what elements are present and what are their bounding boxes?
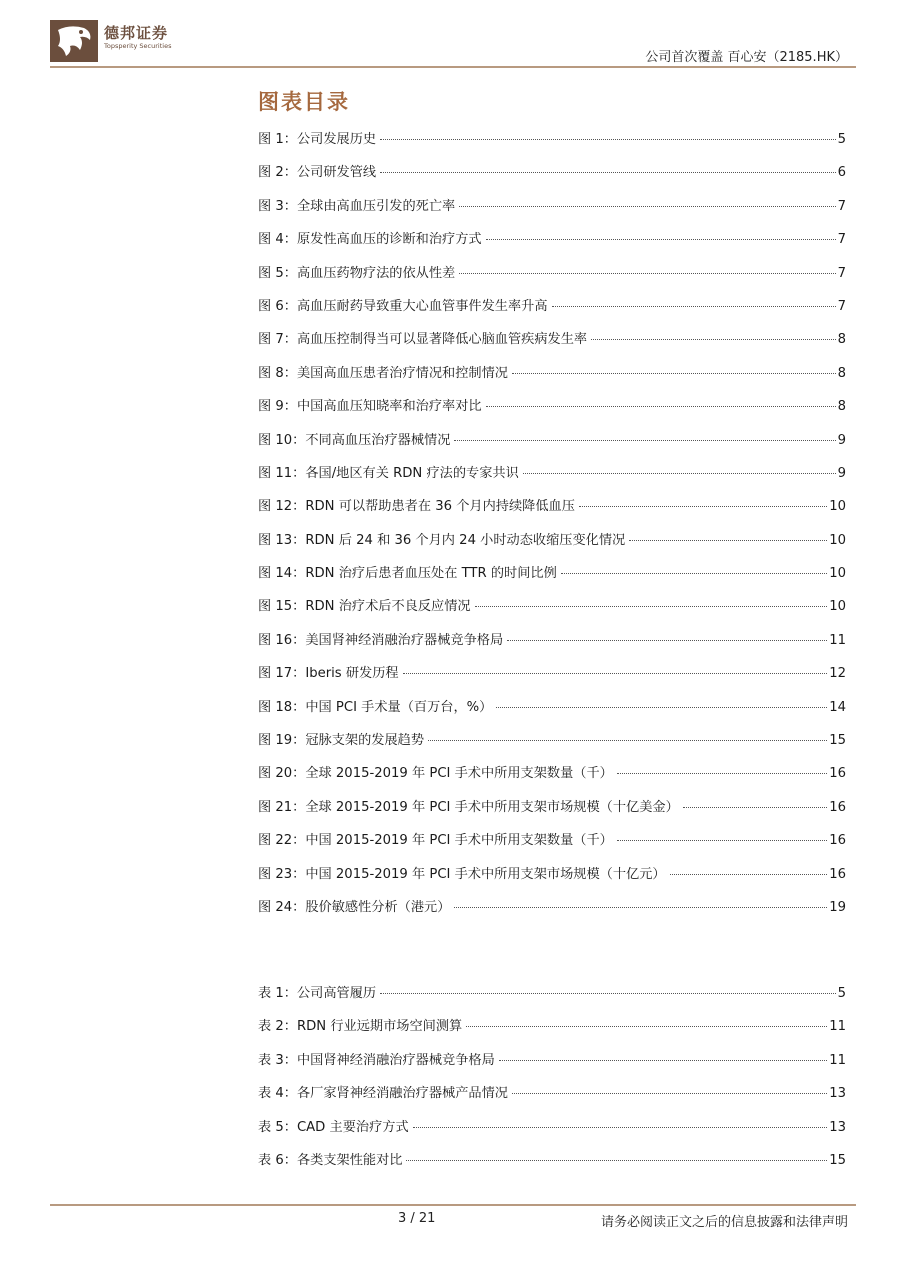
header-divider xyxy=(50,66,856,68)
toc-dot-leader xyxy=(629,539,827,541)
toc-dot-leader xyxy=(552,305,836,307)
toc-entry[interactable] xyxy=(258,562,846,595)
toc-entry-label: 图 2：公司研发管线 xyxy=(258,165,377,181)
toc-entry-label: 图 3：全球由高血压引发的死亡率 xyxy=(258,198,456,214)
toc-entry-page: 11 xyxy=(829,1019,846,1035)
footer-divider xyxy=(50,1204,856,1206)
toc-entry[interactable] xyxy=(258,328,846,361)
toc-dot-leader xyxy=(579,505,827,507)
toc-entry[interactable] xyxy=(258,896,846,929)
toc-entry-page: 9 xyxy=(837,465,846,481)
toc-dot-leader xyxy=(454,439,835,441)
page-number: 3 / 21 xyxy=(398,1211,436,1226)
toc-entry-label: 表 4：各厂家肾神经消融治疗器械产品情况 xyxy=(258,1086,508,1102)
toc-dot-leader xyxy=(591,338,836,340)
toc-entry-label: 图 8：美国高血压患者治疗情况和控制情况 xyxy=(258,365,508,381)
toc-entry-label: 图 16：美国肾神经消融治疗器械竞争格局 xyxy=(258,632,504,648)
toc-entry-label: 图 23：中国 2015-2019 年 PCI 手术中所用支架市场规模（十亿元） xyxy=(258,866,666,882)
toc-dot-leader xyxy=(499,1059,827,1061)
toc-entry-label: 图 18：中国 PCI 手术量（百万台，%） xyxy=(258,699,493,715)
toc-title: 图表目录 xyxy=(258,90,350,114)
brand-name-cn: 德邦证券 xyxy=(104,24,169,42)
toc-dot-leader xyxy=(512,1092,827,1094)
toc-entry-page: 15 xyxy=(829,1152,846,1168)
toc-entry[interactable] xyxy=(258,1149,846,1182)
toc-dot-leader xyxy=(512,372,836,374)
toc-entry-label: 图 6：高血压耐药导致重大心血管事件发生率升高 xyxy=(258,298,548,314)
toc-entry[interactable] xyxy=(258,228,846,261)
toc-entry-page: 13 xyxy=(829,1119,846,1135)
toc-entry[interactable] xyxy=(258,395,846,428)
toc-dot-leader xyxy=(403,672,828,674)
toc-entry[interactable] xyxy=(258,128,846,161)
toc-entry-page: 7 xyxy=(837,198,846,214)
toc-entry-label: 图 11：各国/地区有关 RDN 疗法的专家共识 xyxy=(258,465,519,481)
toc-entry-label: 图 7：高血压控制得当可以显著降低心脑血管疾病发生率 xyxy=(258,332,588,348)
toc-entry[interactable] xyxy=(258,161,846,194)
toc-entry-page: 10 xyxy=(829,532,846,548)
toc-entry[interactable] xyxy=(258,529,846,562)
toc-entry-page: 7 xyxy=(837,232,846,248)
toc-dot-leader xyxy=(507,639,827,641)
toc-entry-page: 16 xyxy=(829,766,846,782)
toc-entry-label: 图 4：原发性高血压的诊断和治疗方式 xyxy=(258,232,482,248)
toc-entry-label: 图 5：高血压药物疗法的依从性差 xyxy=(258,265,456,281)
toc-dot-leader xyxy=(380,992,836,994)
brand-name xyxy=(104,24,171,51)
toc-entry-label: 图 10：不同高血压治疗器械情况 xyxy=(258,432,451,448)
toc-entry-label: 图 14：RDN 治疗后患者血压处在 TTR 的时间比例 xyxy=(258,566,557,582)
toc-entry-page: 7 xyxy=(837,265,846,281)
toc-entry-label: 表 1：公司高管履历 xyxy=(258,986,377,1001)
toc-entry[interactable] xyxy=(258,1082,846,1115)
brand-name-en: Topsperity Securities xyxy=(104,42,172,50)
toc-dot-leader xyxy=(466,1025,827,1027)
legal-disclaimer: 请务必阅读正文之后的信息披露和法律声明 xyxy=(600,1215,848,1230)
toc-entry-page: 16 xyxy=(829,833,846,849)
toc-entry[interactable] xyxy=(258,863,846,896)
toc-entry-page: 8 xyxy=(837,365,846,381)
toc-dot-leader xyxy=(454,906,827,908)
toc-dot-leader xyxy=(486,238,836,240)
toc-entry-label: 图 1：公司发展历史 xyxy=(258,132,377,147)
toc-dot-leader xyxy=(459,272,835,274)
toc-entry-page: 10 xyxy=(829,566,846,582)
toc-entry-page: 6 xyxy=(837,165,846,181)
toc-entry-label: 表 5：CAD 主要治疗方式 xyxy=(258,1119,409,1135)
toc-entry[interactable] xyxy=(258,362,846,395)
toc-entry-page: 13 xyxy=(829,1086,846,1102)
toc-entry-label: 表 3：中国肾神经消融治疗器械竞争格局 xyxy=(258,1052,495,1068)
table-toc-list xyxy=(258,982,846,1182)
toc-dot-leader xyxy=(617,772,827,774)
toc-dot-leader xyxy=(496,706,827,708)
toc-entry[interactable] xyxy=(258,662,846,695)
toc-entry-page: 16 xyxy=(829,799,846,815)
report-title: 公司首次覆盖 百心安（2185.HK） xyxy=(645,50,848,65)
toc-dot-leader xyxy=(406,1159,827,1161)
toc-dot-leader xyxy=(523,472,836,474)
toc-entry[interactable] xyxy=(258,1049,846,1082)
toc-entry[interactable] xyxy=(258,462,846,495)
toc-entry[interactable] xyxy=(258,1116,846,1149)
toc-entry-label: 图 17：Iberis 研发历程 xyxy=(258,666,399,682)
toc-entry-page: 15 xyxy=(829,733,846,749)
toc-dot-leader xyxy=(380,138,836,140)
toc-entry-label: 图 19：冠脉支架的发展趋势 xyxy=(258,733,425,749)
toc-entry[interactable] xyxy=(258,982,846,1015)
toc-entry[interactable] xyxy=(258,829,846,862)
toc-entry[interactable] xyxy=(258,762,846,795)
toc-dot-leader xyxy=(561,572,827,574)
toc-entry[interactable] xyxy=(258,295,846,328)
toc-entry[interactable] xyxy=(258,1015,846,1048)
toc-entry[interactable] xyxy=(258,629,846,662)
toc-entry-label: 图 13：RDN 后 24 和 36 个月内 24 小时动态收缩压变化情况 xyxy=(258,532,626,548)
toc-dot-leader xyxy=(475,605,828,607)
toc-entry-page: 9 xyxy=(837,432,846,448)
toc-dot-leader xyxy=(670,873,828,875)
toc-entry-label: 图 12：RDN 可以帮助患者在 36 个月内持续降低血压 xyxy=(258,499,575,515)
toc-dot-leader xyxy=(380,171,836,173)
toc-entry[interactable] xyxy=(258,429,846,462)
toc-entry-label: 表 6：各类支架性能对比 xyxy=(258,1152,403,1168)
toc-entry-label: 图 9：中国高血压知晓率和治疗率对比 xyxy=(258,399,482,415)
toc-entry-label: 图 24：股价敏感性分析（港元） xyxy=(258,899,451,915)
toc-entry-page: 10 xyxy=(829,499,846,515)
toc-entry[interactable] xyxy=(258,195,846,228)
toc-entry-page: 8 xyxy=(837,332,846,348)
toc-entry-page: 19 xyxy=(829,899,846,915)
toc-entry-page: 14 xyxy=(829,699,846,715)
toc-entry-page: 10 xyxy=(829,599,846,615)
toc-entry-page: 7 xyxy=(837,298,846,314)
toc-entry-page: 16 xyxy=(829,866,846,882)
toc-entry-page: 12 xyxy=(829,666,846,682)
figure-toc-list xyxy=(258,128,846,929)
toc-entry-label: 图 20：全球 2015-2019 年 PCI 手术中所用支架数量（千） xyxy=(258,766,613,782)
toc-dot-leader xyxy=(617,839,827,841)
toc-entry-label: 图 22：中国 2015-2019 年 PCI 手术中所用支架数量（千） xyxy=(258,833,613,849)
toc-dot-leader xyxy=(683,806,827,808)
toc-entry-page: 5 xyxy=(837,986,846,1001)
toc-dot-leader xyxy=(459,205,835,207)
toc-entry-page: 5 xyxy=(837,132,846,147)
toc-entry[interactable] xyxy=(258,696,846,729)
toc-entry-label: 表 2：RDN 行业远期市场空间测算 xyxy=(258,1019,463,1035)
toc-entry[interactable] xyxy=(258,495,846,528)
toc-entry-page: 8 xyxy=(837,399,846,415)
toc-entry[interactable] xyxy=(258,262,846,295)
toc-dot-leader xyxy=(428,739,827,741)
toc-entry[interactable] xyxy=(258,729,846,762)
toc-dot-leader xyxy=(486,405,836,407)
toc-entry-page: 11 xyxy=(829,632,846,648)
toc-entry[interactable] xyxy=(258,796,846,829)
toc-entry-page: 11 xyxy=(829,1052,846,1068)
toc-entry[interactable] xyxy=(258,595,846,628)
page-header xyxy=(0,0,905,72)
brand-logo-icon xyxy=(50,20,98,62)
toc-entry-label: 图 15：RDN 治疗术后不良反应情况 xyxy=(258,599,471,615)
toc-dot-leader xyxy=(413,1126,828,1128)
toc-entry-label: 图 21：全球 2015-2019 年 PCI 手术中所用支架市场规模（十亿美金） xyxy=(258,799,679,815)
